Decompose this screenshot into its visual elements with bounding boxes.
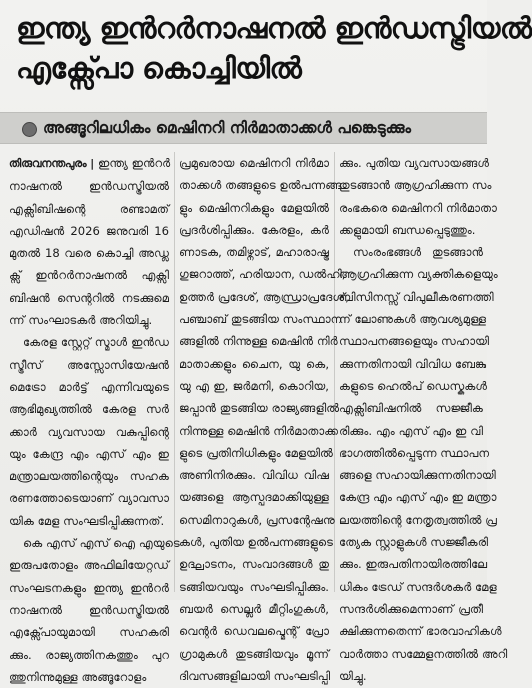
- article-line: ക്കും. പുതിയ വ്യവസായങ്ങൾ: [339, 156, 490, 170]
- article-line: ആഗ്രഹിക്കുന്ന വ്യക്തികളെയും: [339, 267, 498, 282]
- article-line: പ്രമുഖരായ മെഷിനറി നിർമാ: [179, 156, 329, 170]
- headline: [16, 8, 532, 88]
- article-line: ന് ലോണുകൾ ആവശ്യമുള്ള: [339, 312, 487, 327]
- article-line: ദിവസങ്ങളിലായി സംഘടിപ്പി: [179, 668, 331, 683]
- article-line: ളും മെഷിനറികളും മേളയിൽ: [179, 200, 329, 215]
- column-1: [9, 152, 180, 684]
- article-line: കേന്ദ്ര എം എസ് എം ഇ മന്ത്രാ: [339, 490, 497, 505]
- article-line: ബിസിനസ്സ് വിപുലീകരണത്തി: [339, 289, 494, 304]
- article-line: എഡിഷൻ 2026 ജനുവരി 16: [9, 223, 169, 238]
- bullet-icon: [22, 122, 37, 137]
- article-line: തുടങ്ങാൻ ആഗ്രഹിക്കുന്ന സം: [339, 178, 492, 193]
- article-line: സംരംഭങ്ങൾ തുടങ്ങാൻ: [353, 245, 483, 260]
- article-line: യിച്ചു.: [339, 668, 367, 683]
- article-line: താക്കൾ തങ്ങളുടെ ഉൽപന്നങ്ങ: [179, 178, 342, 193]
- article-line: ഗുജറാത്ത്, ഹരിയാന, ഡൽഹി,: [179, 267, 346, 282]
- article-line: ക്കാർ വ്യവസായ വകുപ്പിന്റെ: [9, 424, 169, 439]
- article-line: യും കേന്ദ്ര എം എസ് എം ഇ: [9, 446, 169, 461]
- article-line: രണത്തോടെയാണ് വ്യാവസാ: [9, 491, 169, 506]
- article-line: നാഷനൽ ഇൻഡസ്ട്രിയൽ: [9, 602, 169, 617]
- article-line: വെന്റർ ഡെവലപ്മെന്റ് പ്രോ: [179, 624, 329, 639]
- article-line: പ്രദർശിപ്പിക്കും. കേരളം, കർ: [179, 222, 329, 237]
- article-line: ക്കും. രാജ്യത്തിനകത്തും പുറ: [9, 647, 169, 662]
- article-line: ജപ്പാൻ തുടങ്ങിയ രാജ്യങ്ങളിൽ: [179, 401, 340, 416]
- article-line: ലയത്തിന്റെ നേതൃത്വത്തിൽ പ്ര: [339, 512, 497, 527]
- article-line: എക്സിബിഷനിൽ സജ്ജീക: [339, 401, 483, 416]
- article-line: സ്ട്രീസ് അസ്സോസിയേഷൻ: [9, 357, 169, 372]
- article-line: അണിനിരക്കും. വിവിധ വിഷ: [179, 468, 329, 483]
- article-line: വാർത്താ സമ്മേളനത്തിൽ അറി: [339, 646, 508, 661]
- subheadline: അങ്ങൂറിലധികം മെഷിനറി നിർമാതാക്കൾ പങ്കെടുക്കും: [43, 119, 411, 137]
- article-line: ടങ്ങിയവയും സംഘടിപ്പിക്കും.: [179, 579, 329, 594]
- article-line: ഭാഗത്തിൽപ്പെടുന്ന സ്ഥാപന: [339, 445, 490, 460]
- article-line: ങ്ങളെ സഹായിക്കുന്നതിനായി: [339, 468, 496, 483]
- article-line: ളുടെ പ്രതിനിധികളും മേളയിൽ: [179, 445, 333, 460]
- article-line: കളുടെ ഹെൽപ് ഡെസ്കുകൾ: [339, 378, 488, 393]
- subheadline-band: [0, 112, 487, 144]
- article-line: ങ്ങളിൽ നിന്നുള്ള മെഷിൻ നിർ: [179, 334, 338, 349]
- article-line: നാഷനൽ ഇൻഡസ്ട്രിയൽ: [9, 179, 169, 194]
- article-line: കൾ, പുതിയ ഉൽപന്നങ്ങളുടെ: [179, 535, 333, 550]
- article-line: ഉത്തർ പ്രദേശ്, ആന്ധ്രാപ്രദേശ്,: [179, 289, 349, 304]
- column-2: [179, 152, 349, 683]
- article-line: ന്ന് സംഘാടകർ അറിയിച്ചു.: [9, 313, 153, 328]
- article-line: ഇരുപതോളം അഫിലിയേറ്റഡ്: [9, 558, 169, 573]
- article-line: യങ്ങളെ ആസ്പദമാക്കിയുള്ള: [179, 490, 329, 505]
- article-line: എക്സ്പോയുമായി സഹകരി: [9, 625, 169, 640]
- article-line: മന്ത്രാലയത്തിന്റെയും സഹക: [9, 469, 169, 484]
- article-line: ധികം ട്രേഡ് സന്ദർശകർ മേള: [339, 579, 497, 594]
- article-body: [9, 152, 508, 684]
- article-line: ക്ഷിക്കുന്നതെന്ന് ഭാരവാഹികൾ: [339, 624, 502, 639]
- article-line: യിക മേള സംഘടിപ്പിക്കുന്നത്.: [9, 513, 165, 528]
- article-line: ത്യേക സ്റ്റാളുകൾ സജ്ജീകരി: [339, 535, 489, 550]
- article-line: കേരള സ്റ്റേറ്റ് സ്മാൾ ഇൻഡ: [23, 335, 169, 350]
- article-line: നിന്നുള്ള മെഷിൻ നിർമാതാക്ക: [179, 423, 339, 438]
- article-text: ഇന്ത്യ ഇൻറർ: [97, 156, 171, 170]
- article-line: ആഭിമുഖ്യത്തിൽ കേരള സർ: [9, 402, 169, 417]
- article-line: രംഭകരെ മെഷിനറി നിർമാതാ: [339, 200, 497, 215]
- article-line: മാതാക്കളും ചൈന, യു കെ,: [179, 356, 329, 371]
- article-line: ബിഷൻ സെന്ററിൽ നടക്കുമെ: [9, 290, 169, 305]
- article-line: ഉദ്ഘാടനം, സംവാദങ്ങൾ തു: [179, 557, 329, 572]
- article-line: സെമിനാറുകൾ, പ്രസന്റേഷനു: [179, 512, 335, 527]
- article-line: സ്ഥാപനങ്ങളെയും സഹായി: [339, 334, 489, 349]
- article-line: [9, 152, 169, 175]
- article-line: മെട്രോ മാർട്ട് എന്നിവയുടെ: [9, 379, 169, 394]
- article-line: ക്കുന്നതിനായി വിവിധ ബേങ്കു: [339, 356, 487, 371]
- article-line: രിക്കും. എം എസ് എം ഇ വി: [339, 423, 483, 438]
- article-line: യു എ ഇ, ജർമനി, കൊറിയ,: [179, 378, 329, 393]
- headline-line-1: ഇന്ത്യ ഇൻറർനാഷനൽ ഇൻഡസ്ട്രിയൽ: [16, 11, 532, 45]
- article-line: പഞ്ചാബ് തുടങ്ങിയ സംസ്ഥാന: [179, 312, 342, 327]
- article-line: കെ എസ് എസ് ഐ എയുടെ: [23, 536, 180, 551]
- article-line: സംഘടനകളും ഇന്ത്യ ഇൻറർ: [9, 580, 169, 595]
- article-line: ക്കും. ഇരുപതിനായിരത്തിലേ: [339, 557, 488, 572]
- article-line: ഗ്രാമുകൾ തുടങ്ങിയവും മൂന്ന്: [179, 646, 329, 661]
- article-line: സന്ദർശിക്കുമെന്നാണ് പ്രതീ: [339, 601, 483, 616]
- dateline: തിരുവനന്തപുരം |: [9, 157, 98, 170]
- headline-line-2: എക്സ്പോ കൊച്ചിയിൽ: [16, 51, 302, 85]
- article-line: ണാടക, തമിഴ്നാട്, മഹാരാഷ്ട്ര: [179, 245, 329, 260]
- column-3: [339, 152, 508, 683]
- article-line: എക്സിബിഷന്റെ രണ്ടാമത്: [9, 201, 169, 216]
- article-line: ബയർ സെല്ലർ മീറ്റിംഗുകൾ,: [179, 601, 329, 616]
- article-line: മുതൽ 18 വരെ കൊച്ചി അഡ്ല: [9, 246, 169, 261]
- article-line: ക്സ് ഇൻറർനാഷനൽ എക്സി: [9, 268, 169, 283]
- article-line: ക്കളുമായി ബന്ധപ്പെടുത്തും.: [339, 222, 476, 237]
- article-line: ത്തുനിന്നുമുള്ള അങ്ങൂറോളം: [9, 669, 147, 684]
